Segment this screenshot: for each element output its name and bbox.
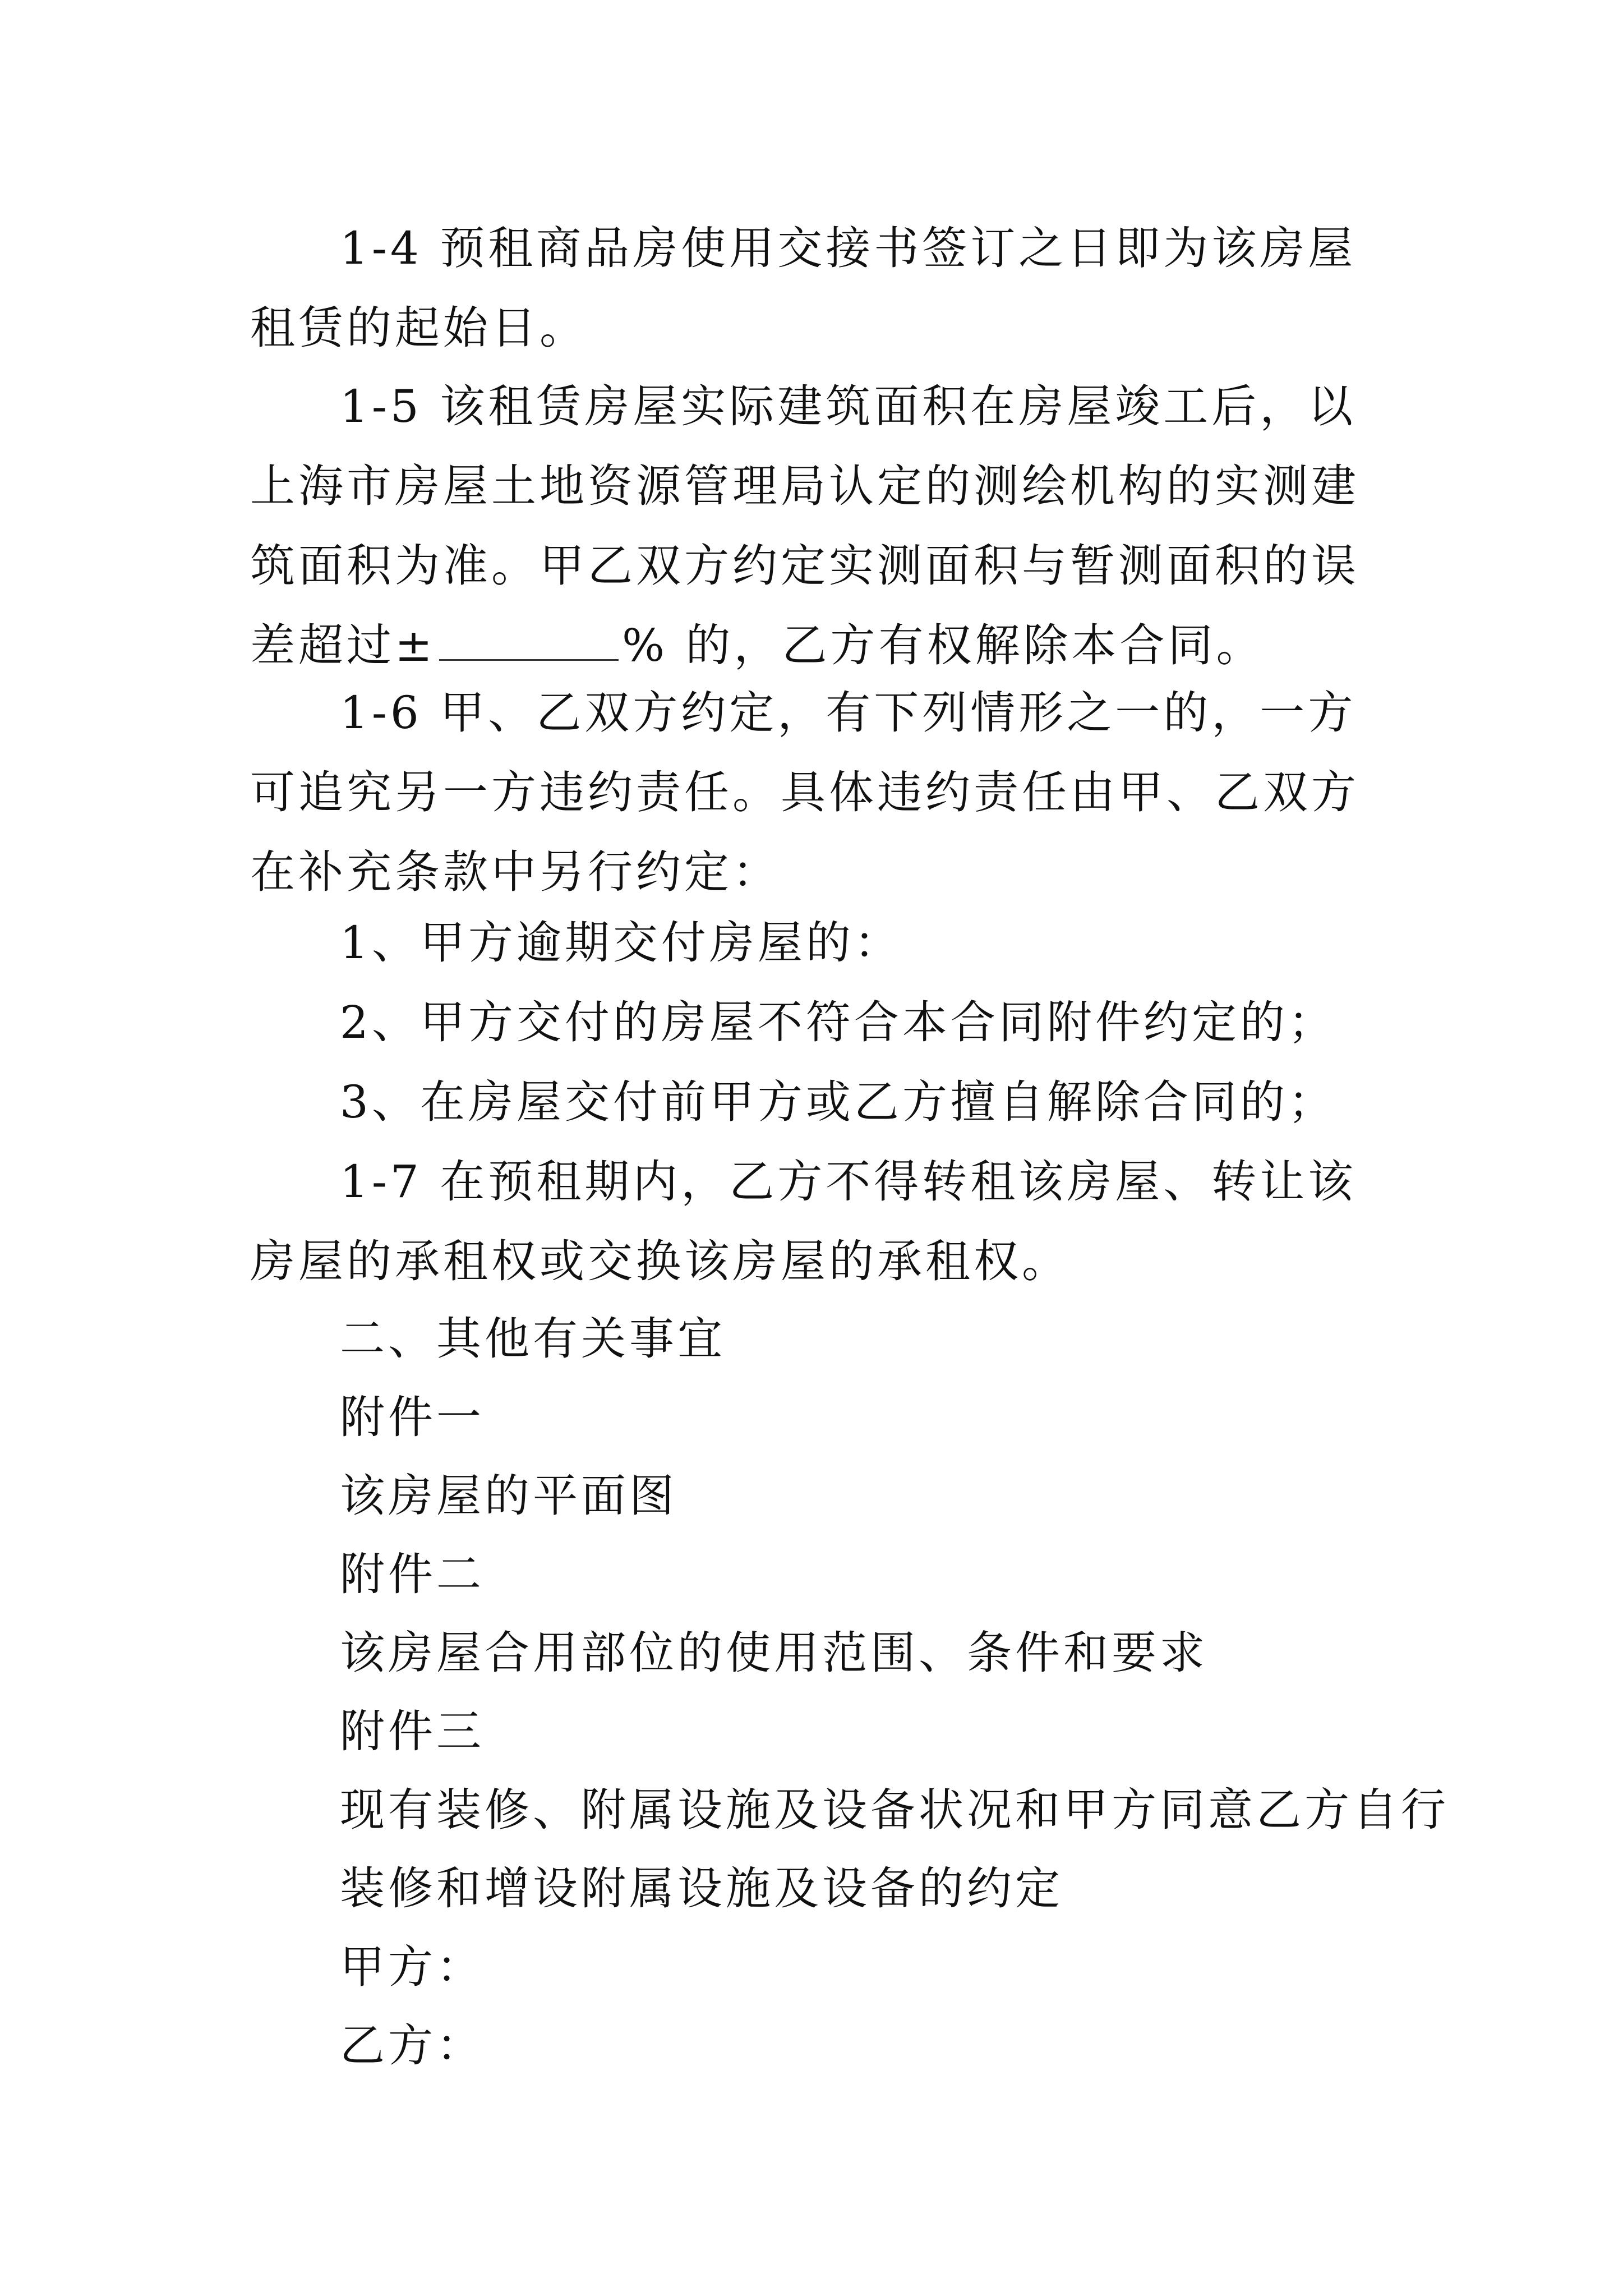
clause-1-6: 1-6 甲、乙双方约定，有下列情形之一的，一方可追究另一方违约责任。具体违约责任由甲、乙双方在补充条款中另行约定：: [250, 687, 1359, 898]
clause-1-5-tail: % 的，乙方有权解除本合同。: [622, 619, 1265, 671]
party-b-label: 乙方：: [340, 2019, 485, 2072]
clause-1-4: 1-4 预租商品房使用交接书签订之日即为该房屋租赁的起始日。: [250, 222, 1357, 354]
clause-1-6-item-3: 3、在房屋交付前甲方或乙方擅自解除合同的；: [340, 1076, 1336, 1128]
annex-3-text-line-1: 现有装修、附属设施及设备状况和甲方同意乙方自行: [340, 1784, 1449, 1836]
annex-1-text: 该房屋的平面图: [340, 1470, 677, 1522]
annex-3-text-line-2: 装修和增设附属设施及设备的约定: [340, 1862, 1063, 1915]
clause-1-5: [250, 367, 1389, 685]
clause-1-5-text: 1-5 该租赁房屋实际建筑面积在房屋竣工后，以上海市房屋土地资源管理局认定的测绘机构的实测建筑面积为准。甲乙双方约定实测面积与暂测面积的误差超过±: [250, 380, 1359, 671]
area-error-blank: [439, 622, 619, 661]
clause-1-7: 1-7 在预租期内，乙方不得转租该房屋、转让该房屋的承租权或交换该房屋的承租权。: [250, 1156, 1357, 1287]
annex-2-text: 该房屋合用部位的使用范围、条件和要求: [340, 1627, 1208, 1679]
party-a-label: 甲方：: [340, 1941, 485, 1993]
clause-1-6-item-2: 2、甲方交付的房屋不符合本合同附件约定的；: [340, 996, 1336, 1048]
clause-1-6-item-1: 1、甲方逾期交付房屋的：: [340, 917, 902, 969]
section-2-heading: 二、其他有关事宜: [340, 1313, 726, 1365]
annex-1-title: 附件一: [340, 1391, 485, 1443]
annex-2-title: 附件二: [340, 1548, 485, 1600]
annex-3-title: 附件三: [340, 1705, 485, 1757]
